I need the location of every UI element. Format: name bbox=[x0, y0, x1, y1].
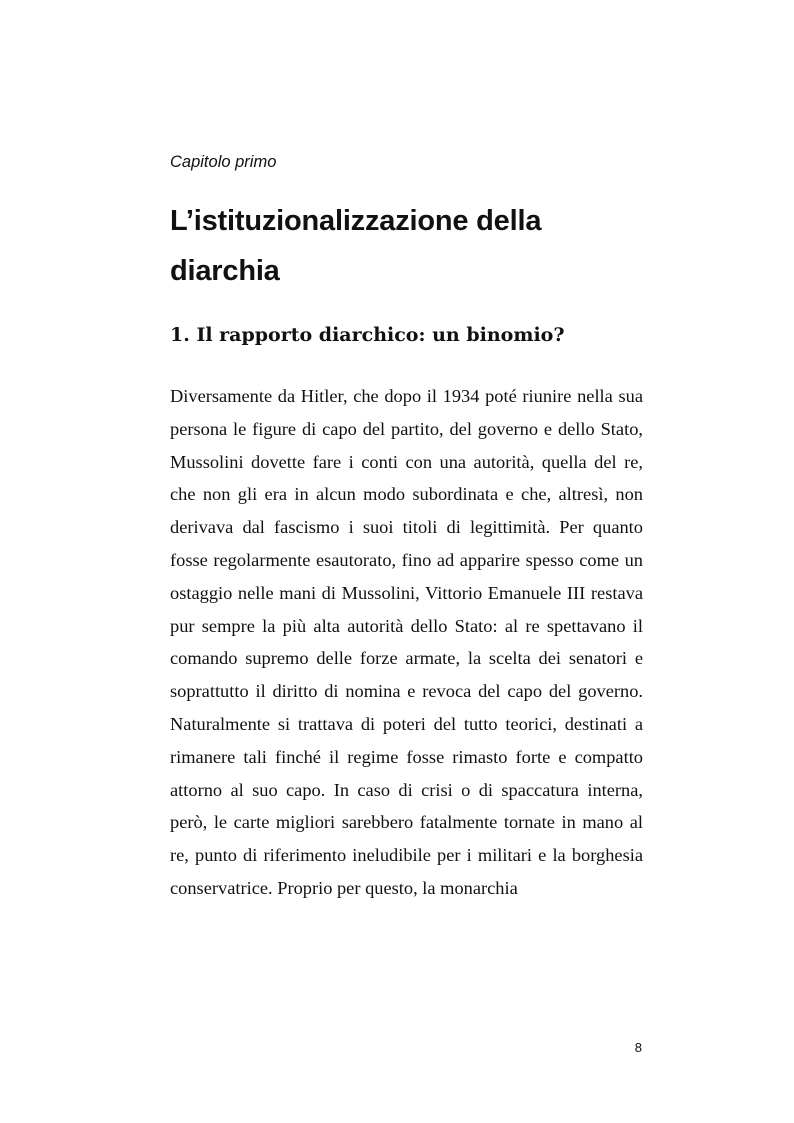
chapter-label: Capitolo primo bbox=[170, 153, 277, 171]
body-paragraph: Diversamente da Hitler, che dopo il 1934 poté riunire nella sua persona le figure di capo del partito, del governo e dello Stato, Mussolini dovette fare i conti con una autorità, quella del re, che non gli era in alcun modo subordinata e che, altresì, non derivava dal fascismo i suoi titoli di legittimità. Per quanto fosse regolarmente esautorato, fino ad apparire spesso come un ostaggio nelle mani di Mussolini, Vittorio Emanuele III restava pur sempre la più alta autorità dello Stato: al re spettavano il comando supremo delle forze armate, la scelta dei senatori e soprattutto il diritto di nomina e revoca del capo del governo. Naturalmente si trattava di poteri del tutto teorici, destinati a rimanere tali finché il regime fosse rimasto forte e compatto attorno al suo capo. In caso di crisi o di spaccatura interna, però, le carte migliori sarebbero fatalmente tornate in mano al re, punto di riferimento ineludibile per i militari e la borghesia conservatrice. Proprio per questo, la monarchia bbox=[170, 386, 643, 898]
chapter-title: L’istituzionalizzazione della diarchia bbox=[170, 205, 542, 287]
section-title: 1. Il rapporto diarchico: un binomio? bbox=[170, 324, 565, 346]
page-number: 8 bbox=[634, 1040, 642, 1055]
